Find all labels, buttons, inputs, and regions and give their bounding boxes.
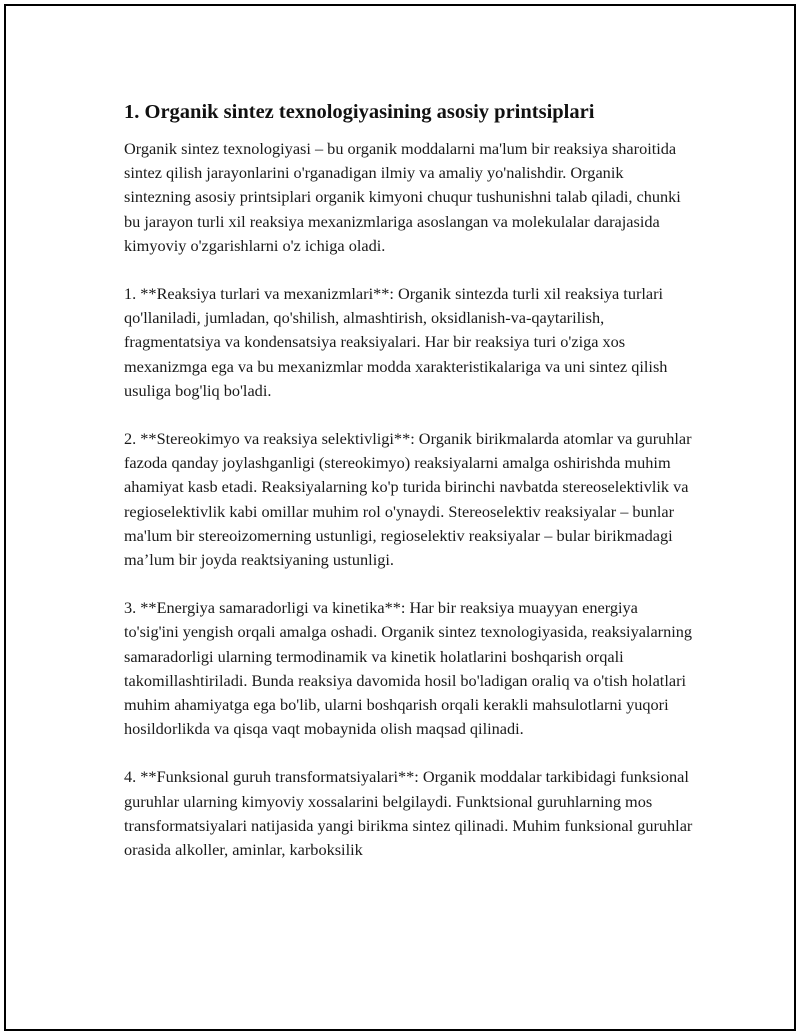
paragraph-point-4: 4. **Funksional guruh transformatsiyalari**: Organik moddalar tarkibidagi funksional guruhlar ularning kimyoviy xossalarini belgilaydi. Funktsional guruhlarning mos transformatsiyalari natijasida yangi birikma sintez qilinadi. Muhim funksional guruhlar orasida alkoller, aminlar, karboksilik bbox=[124, 767, 693, 860]
document-body bbox=[124, 99, 694, 886]
section-heading: 1. Organik sintez texnologiyasining asosiy printsiplari bbox=[124, 101, 595, 123]
paragraph-point-1: 1. **Reaksiya turlari va mexanizmlari**: Organik sintezda turli xil reaksiya turlari qo'llaniladi, jumladan, qo'shilish, almashtirish, oksidlanish-va-qaytarilish, fragmentatsiya va kondensatsiya reaksiyalari. Har bir reaksiya turi o'ziga xos mexanizmga ega va bu mexanizmlar modda xarakteristikalariga va uni sintez qilish usuliga bog'liq bo'ladi. bbox=[124, 284, 668, 400]
paragraph-point-2: 2. **Stereokimyo va reaksiya selektivligi**: Organik birikmalarda atomlar va guruhlar fazoda qanday joylashganligi (stereokimyo) reaksiyalarni amalga oshirishda muhim ahamiyat kasb etadi. Reaksiyalarning ko'p turida birinchi navbatda stereoselektivlik va regioselektivlik kabi omillar muhim rol o'ynaydi. Stereoselektiv reaksiyalar – bunlar ma'lum bir stereoizomerning ustunligi, regioselektiv reaksiyalar – bular birikmadagi ma’lum bir joyda reaktsiyaning ustunligi. bbox=[124, 429, 692, 570]
paragraph-intro: Organik sintez texnologiyasi – bu organik moddalarni ma'lum bir reaksiya sharoitida sintez qilish jarayonlarini o'rganadigan ilmiy va amaliy yo'nalishdir. Organik sintezning asosiy printsiplari organik kimyoni chuqur tushunishni talab qiladi, chunki bu jarayon turli xil reaksiya mexanizmlariga asoslangan va molekulalar darajasida kimyoviy o'zgarishlarni o'z ichiga oladi. bbox=[124, 139, 681, 255]
page-frame bbox=[4, 4, 796, 1031]
paragraph-point-3: 3. **Energiya samaradorligi va kinetika**: Har bir reaksiya muayyan energiya to'sig'ini yengish orqali amalga oshadi. Organik sintez texnologiyasida, reaksiyalarning samaradorligi ularning termodinamik va kinetik holatlarini boshqarish orqali takomillashtiriladi. Bunda reaksiya davomida hosil bo'ladigan oraliq va o'tish holatlari muhim ahamiyatga ega bo'lib, ularni boshqarish orqali kerakli mahsulotlarni yuqori hosildorlikda va qisqa vaqt mobaynida olish maqsad qilinadi. bbox=[124, 598, 693, 739]
